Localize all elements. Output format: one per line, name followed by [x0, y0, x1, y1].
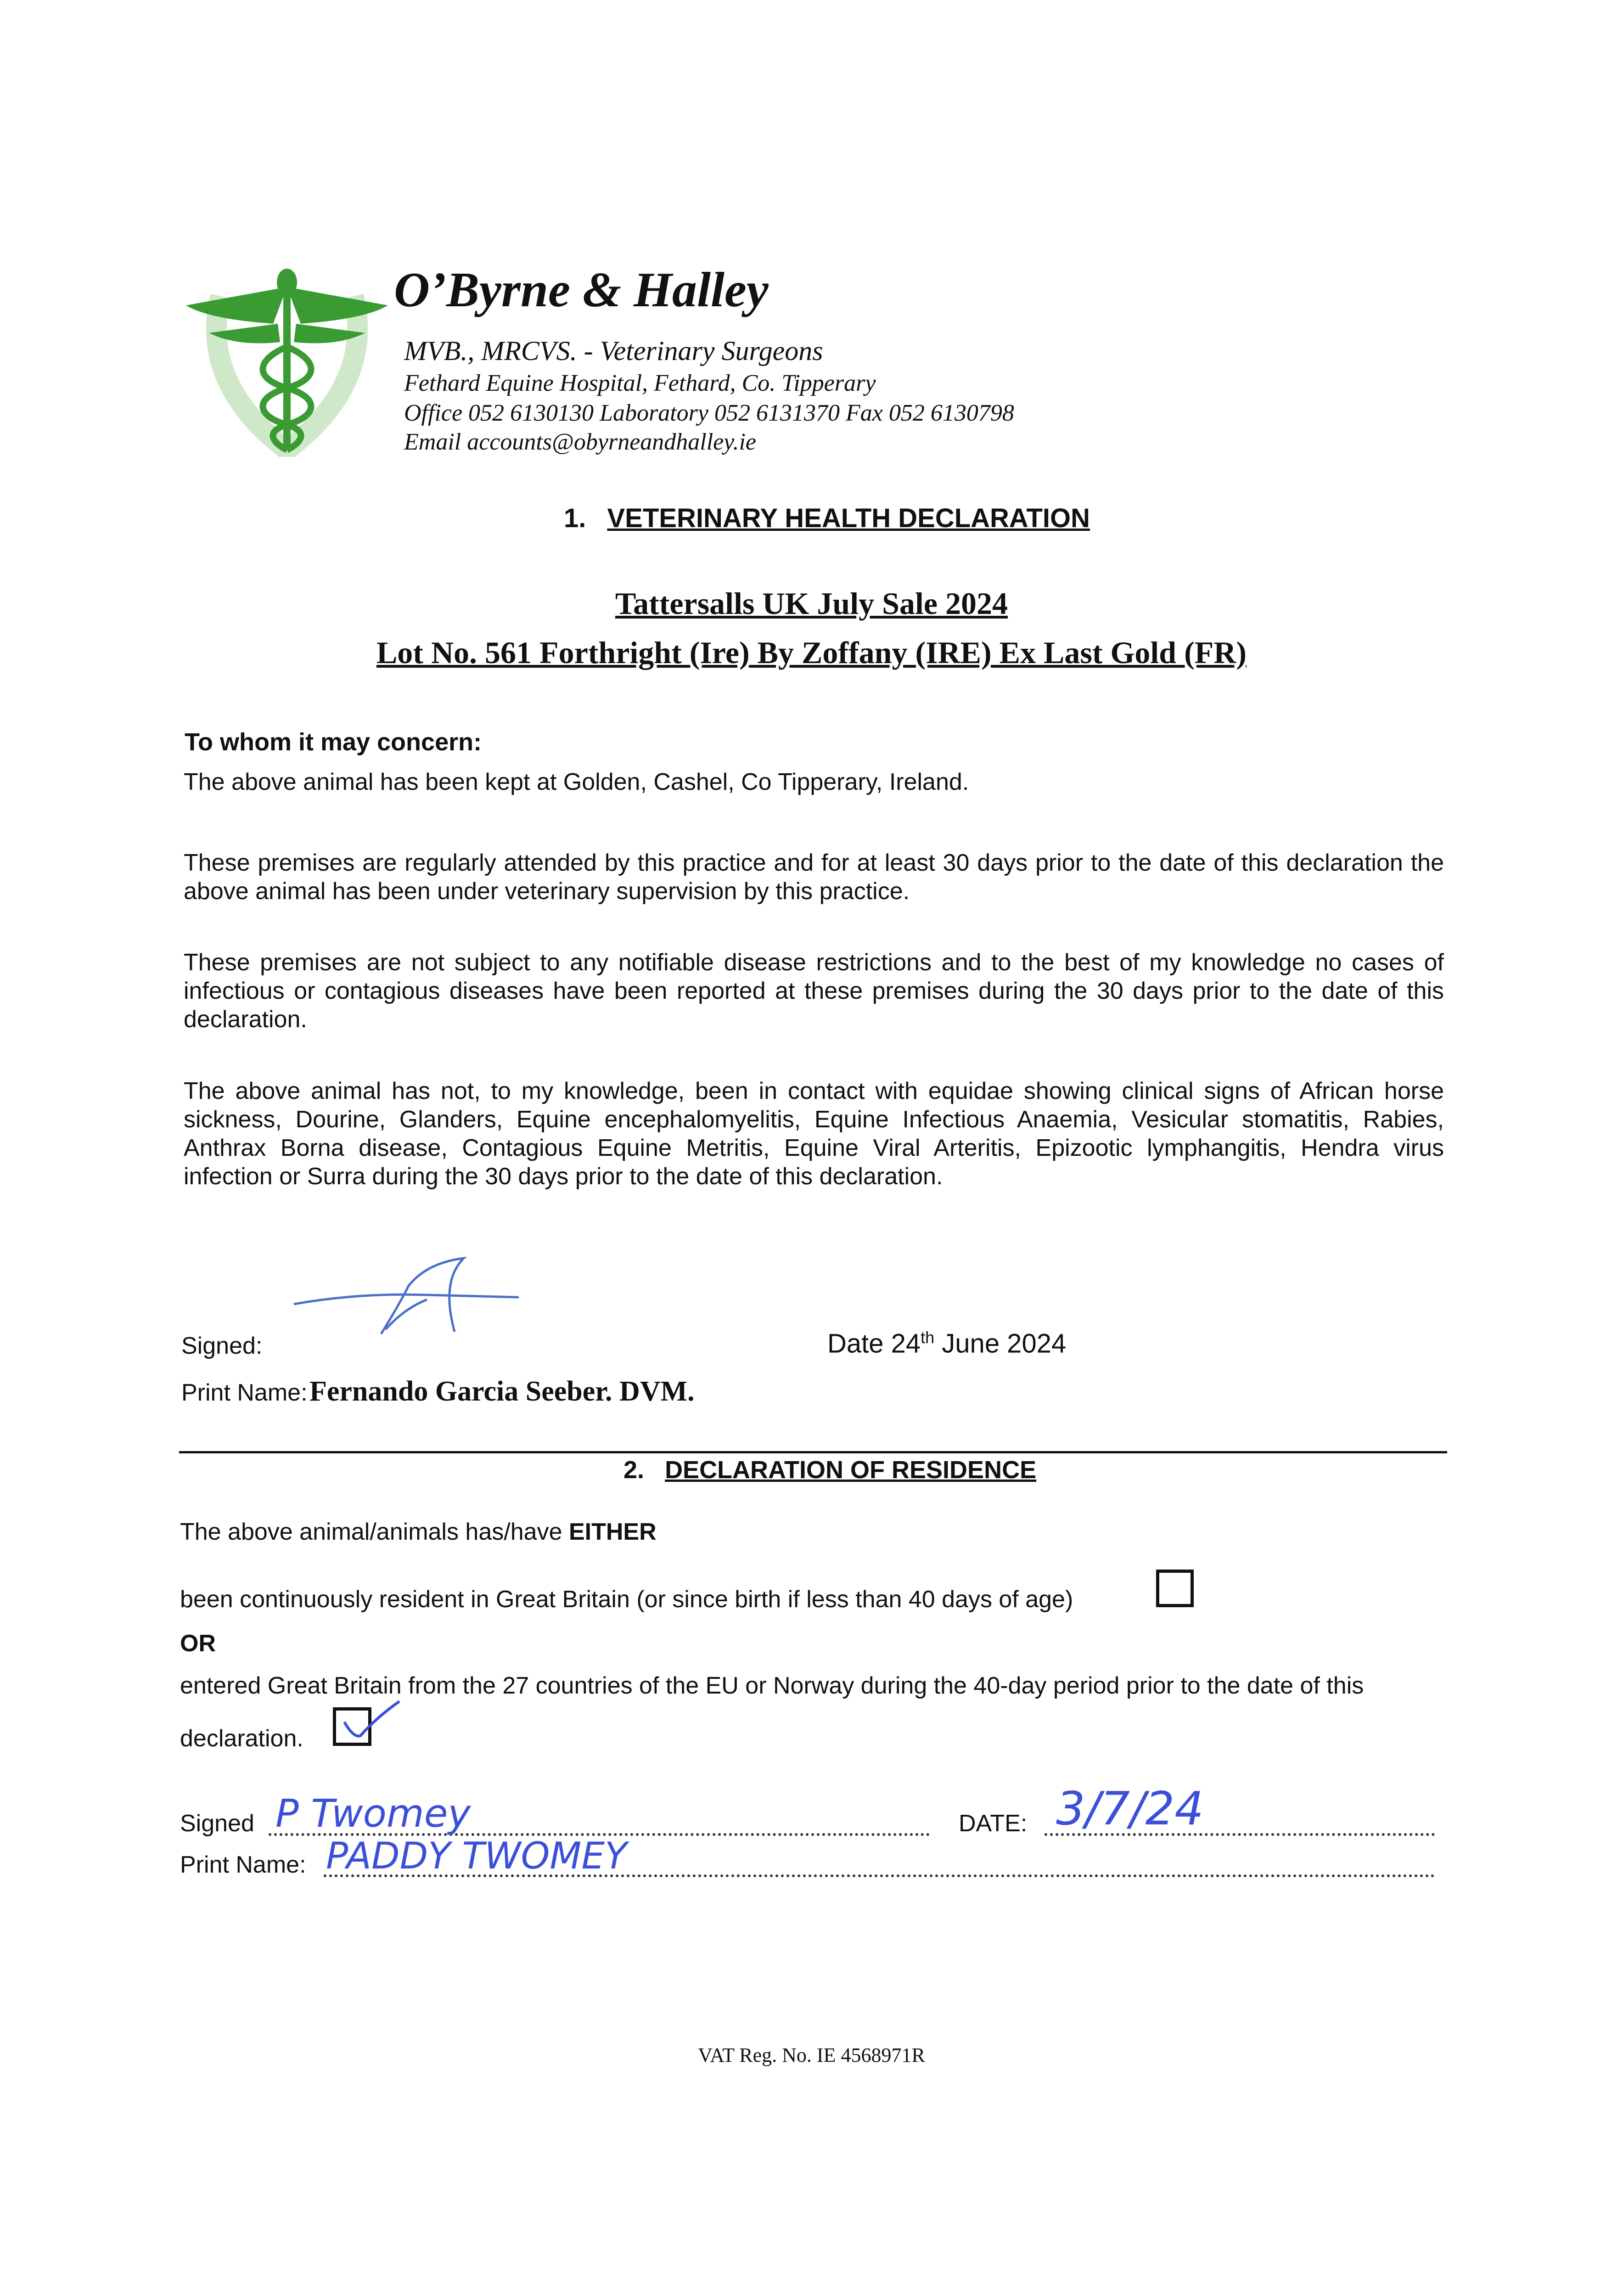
- owner-signature[interactable]: P Twomey: [275, 1791, 471, 1836]
- owner-signed-label: Signed: [180, 1810, 254, 1837]
- lot-title: Lot No. 561 Forthright (Ire) By Zoffany (IRE) Ex Last Gold (FR): [376, 635, 1247, 670]
- option2-text-line2: declaration.: [180, 1725, 303, 1752]
- section2-title: DECLARATION OF RESIDENCE: [665, 1456, 1037, 1484]
- section1-heading: [564, 503, 1090, 534]
- vet-print-name: [181, 1375, 695, 1408]
- qualifications: MVB., MRCVS. - Veterinary Surgeons: [404, 336, 823, 366]
- company-name: O’Byrne & Halley: [394, 263, 769, 317]
- option1-checkbox[interactable]: [1156, 1570, 1194, 1607]
- option1-text: been continuously resident in Great Britain (or since birth if less than 40 days of age): [180, 1586, 1073, 1613]
- residence-intro: [180, 1518, 657, 1546]
- section1-title: VETERINARY HEALTH DECLARATION: [607, 503, 1090, 533]
- section2-heading: [623, 1456, 1036, 1484]
- owner-print-name[interactable]: PADDY TWOMEY: [326, 1835, 627, 1877]
- section2-number: 2.: [623, 1456, 645, 1484]
- intro-text: The above animal/animals has/have: [180, 1519, 569, 1545]
- or-label: OR: [180, 1630, 216, 1657]
- intro-either: EITHER: [568, 1519, 657, 1545]
- section-divider: [179, 1451, 1447, 1453]
- checkmark-icon: [340, 1699, 404, 1745]
- caduceus-logo-icon: [181, 269, 393, 457]
- owner-print-name-label: Print Name:: [180, 1851, 306, 1878]
- salutation: To whom it may concern:: [185, 728, 482, 756]
- address: Fethard Equine Hospital, Fethard, Co. Tipperary: [404, 370, 876, 396]
- sale-title: Tattersalls UK July Sale 2024: [615, 586, 1008, 621]
- vet-signed-label: Signed:: [181, 1333, 263, 1359]
- paragraph-no-restrictions: These premises are not subject to any notifiable disease restrictions and to the best of my knowledge no cases of infectious or contagious diseases have been reported at these premises during the 30 days prior to the date of this declaration.: [184, 949, 1444, 1033]
- option2-text-line1: entered Great Britain from the 27 countries of the EU or Norway during the 40-day period prior to the date of this: [180, 1672, 1364, 1699]
- email: Email accounts@obyrneandhalley.ie: [404, 429, 756, 455]
- owner-date-label: DATE:: [959, 1810, 1028, 1837]
- vat-number: VAT Reg. No. IE 4568971R: [698, 2044, 925, 2066]
- vet-name: Fernando Garcia Seeber. DVM.: [309, 1376, 695, 1407]
- section1-number: 1.: [564, 503, 586, 533]
- print-name-label: Print Name:: [181, 1379, 308, 1406]
- owner-date-value[interactable]: 3/7/24: [1056, 1782, 1204, 1835]
- phone-numbers: Office 052 6130130 Laboratory 052 6131370 Fax 052 6130798: [404, 400, 1014, 426]
- date-label: Date 24: [827, 1328, 921, 1359]
- paragraph-supervision: These premises are regularly attended by this practice and for at least 30 days prior to the date of this declaration the above animal has been under veterinary supervision by this practice.: [184, 850, 1444, 905]
- vet-signature-icon: [289, 1254, 528, 1341]
- vet-declaration-date: [827, 1328, 1066, 1359]
- date-rest: June 2024: [934, 1328, 1067, 1359]
- paragraph-no-contact: The above animal has not, to my knowledge, been in contact with equidae showing clinical signs of African horse sickness, Dourine, Glanders, Equine encephalomyelitis, Equine Infectious Anaemia, Vesicular stomatitis, Rabies, Anthrax Borna disease, Contagious Equine Metritis, Equine Viral Arteritis, Epizootic lymphangitis, Hendra virus infection or Surra during the 30 days prior to the date of this declaration.: [184, 1078, 1444, 1190]
- date-suffix: th: [921, 1328, 935, 1347]
- paragraph-premises-location: The above animal has been kept at Golden, Cashel, Co Tipperary, Ireland.: [184, 769, 969, 795]
